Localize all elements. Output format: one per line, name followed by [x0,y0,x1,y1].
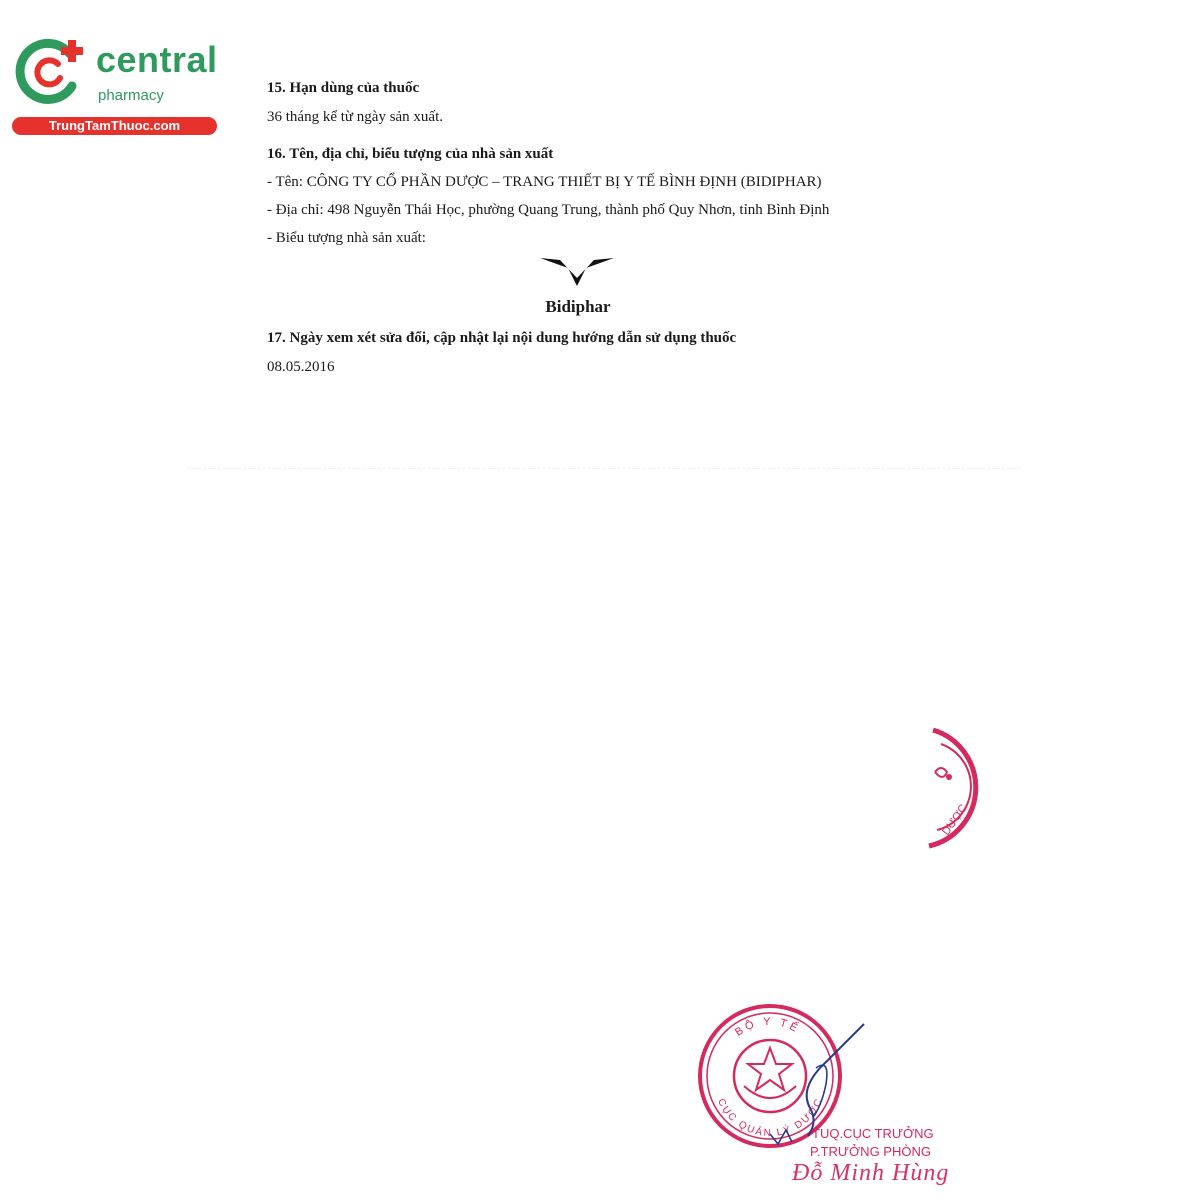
section-15-heading: 15. Hạn dùng của thuốc [267,80,420,96]
seal-top-text: BỘ Y TẾ [732,1015,803,1039]
seal-bottom-text: CỤC QUẢN LÝ DƯỢC [715,1096,826,1140]
central-pharmacy-logo-icon [10,36,88,106]
bidiphar-logo-icon [538,254,616,288]
signatory-name: Đỗ Minh Hùng [792,1160,950,1186]
brand-url: TrungTamThuoc.com [12,117,217,135]
partial-seal-stamp-icon [905,722,985,852]
manufacturer-name: - Tên: CÔNG TY CỔ PHẦN DƯỢC – TRANG THIẾT BỊ Y TẾ BÌNH ĐỊNH (BIDIPHAR) [267,174,822,190]
signature-title-2: P.TRƯỞNG PHÒNG [810,1144,931,1159]
partial-seal-text: DƯỢC [940,802,970,838]
brand-name: central [96,39,218,80]
signature-title-1: TUQ.CỤC TRƯỞNG [812,1126,934,1141]
section-15-body: 36 tháng kể từ ngày sản xuất. [267,109,444,125]
section-16-heading: 16. Tên, địa chỉ, biểu tượng của nhà sản xuất [267,146,554,162]
section-17-heading: 17. Ngày xem xét sửa đổi, cập nhật lại nội dung hướng dẫn sử dụng thuốc [267,330,737,346]
section-17-body: 08.05.2016 [267,359,335,375]
manufacturer-logo-label: - Biểu tượng nhà sản xuất: [267,230,426,246]
brand-watermark [8,36,218,136]
manufacturer-address: - Địa chỉ: 498 Nguyễn Thái Học, phường Quang Trung, thành phố Quy Nhơn, tỉnh Bình Định [267,202,830,218]
manufacturer-logo-name: Bidiphar [545,297,611,316]
brand-subtitle: pharmacy [98,87,164,104]
scan-artifact-line [188,468,1020,469]
